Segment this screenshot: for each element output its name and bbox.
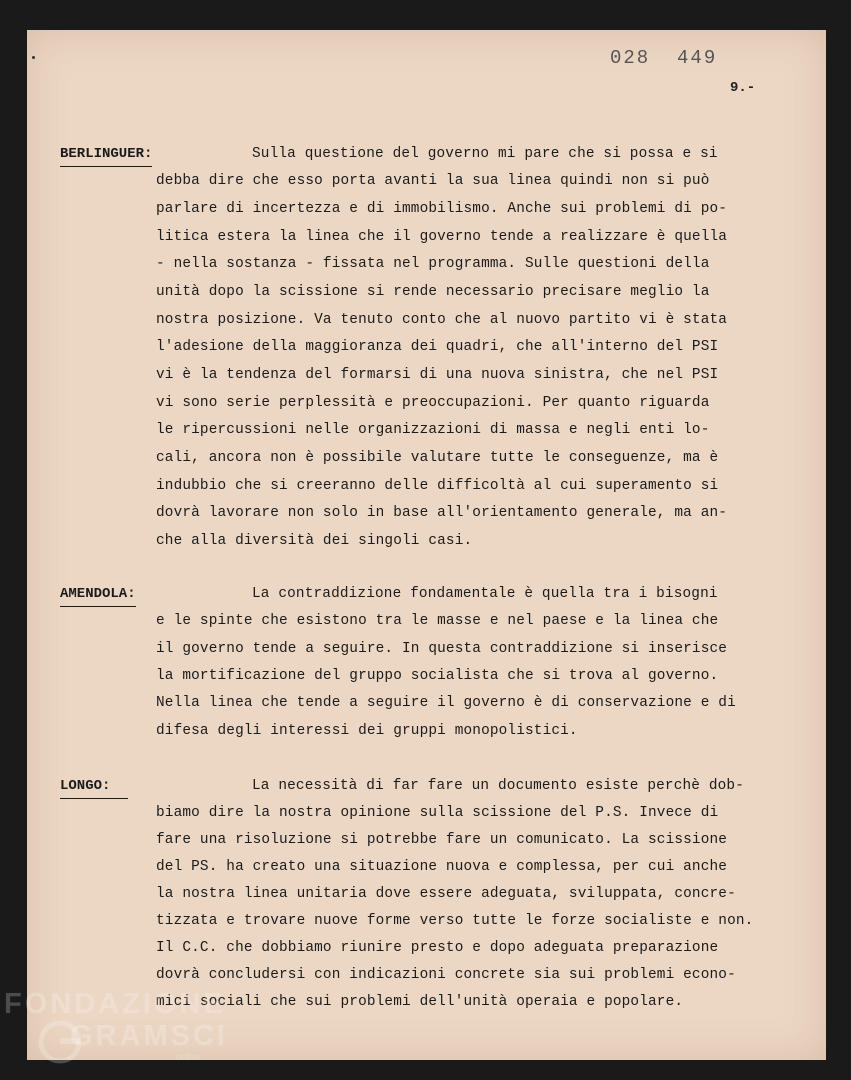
text-line: dovrà concludersi con indicazioni concrete sia sui problemi econo-	[156, 967, 736, 983]
text-line: difesa degli interessi dei gruppi monopolistici.	[156, 723, 578, 739]
text-line: vi è la tendenza del formarsi di una nuova sinistra, che nel PSI	[156, 367, 719, 383]
text-line: che alla diversità dei singoli casi.	[156, 533, 473, 549]
watermark-line1: FONDAZIONE	[4, 988, 226, 1020]
text-line: e le spinte che esistono tra le masse e nel paese e la linea che	[156, 613, 719, 629]
text-line: nostra posizione. Va tenuto conto che al nuovo partito vi è stata	[156, 312, 728, 328]
speaker-name-longo: LONGO:	[60, 776, 128, 799]
text-line: fare una risoluzione si potrebbe fare un comunicato. La scissione	[156, 832, 728, 848]
text-line: la nostra linea unitaria dove essere adeguata, sviluppata, concre-	[156, 886, 736, 902]
text-line: dovrà lavorare non solo in base all'orientamento generale, ma an-	[156, 505, 728, 521]
text-line: mici sociali che sui problemi dell'unità operaia e popolare.	[156, 994, 684, 1010]
page-number: 9.-	[730, 80, 756, 96]
speaker-name-berlinguer: BERLINGUER:	[60, 144, 152, 167]
text-line: del PS. ha creato una situazione nuova e complessa, per cui anche	[156, 859, 728, 875]
document-number: 028 449	[610, 47, 718, 69]
text-line: Nella linea che tende a seguire il governo è di conservazione e di	[156, 695, 736, 711]
text-line: Sulla questione del governo mi pare che si possa e si	[252, 146, 718, 162]
text-line: La necessità di far fare un documento esiste perchè dob-	[252, 778, 745, 794]
text-line: unità dopo la scissione si rende necessario precisare meglio la	[156, 284, 710, 300]
text-line: La contraddizione fondamentale è quella tra i bisogni	[252, 586, 718, 602]
text-line: indubbio che si creeranno delle difficoltà al cui superamento si	[156, 478, 719, 494]
text-line: - nella sostanza - fissata nel programma. Sulle questioni della	[156, 256, 710, 272]
text-line: litica estera la linea che il governo tende a realizzare è quella	[156, 229, 728, 245]
text-line: Il C.C. che dobbiamo riunire presto e dopo adeguata preparazione	[156, 940, 719, 956]
watermark-logo	[0, 980, 228, 1080]
text-line: l'adesione della maggioranza dei quadri, che all'interno del PSI	[156, 339, 719, 355]
text-line: cali, ancora non è possibile valutare tutte le conseguenze, ma è	[156, 450, 719, 466]
punch-mark	[32, 56, 35, 59]
text-line: biamo dire la nostra opinione sulla scissione del P.S. Invece di	[156, 805, 719, 821]
text-line: la mortificazione del gruppo socialista che si trova al governo.	[156, 668, 719, 684]
watermark-line2: GRAMSCI	[70, 1020, 228, 1052]
watermark-sub: onlus	[176, 1052, 200, 1063]
text-line: il governo tende a seguire. In questa contraddizione si inserisce	[156, 641, 728, 657]
text-line: debba dire che esso porta avanti la sua linea quindi non si può	[156, 173, 710, 189]
text-line: le ripercussioni nelle organizzazioni di massa e negli enti lo-	[156, 422, 710, 438]
speaker-name-amendola: AMENDOLA:	[60, 584, 136, 607]
text-line: parlare di incertezza e di immobilismo. Anche sui problemi di po-	[156, 201, 728, 217]
text-line: tizzata e trovare nuove forme verso tutte le forze socialiste e non.	[156, 913, 754, 929]
text-line: vi sono serie perplessità e preoccupazioni. Per quanto riguarda	[156, 395, 710, 411]
